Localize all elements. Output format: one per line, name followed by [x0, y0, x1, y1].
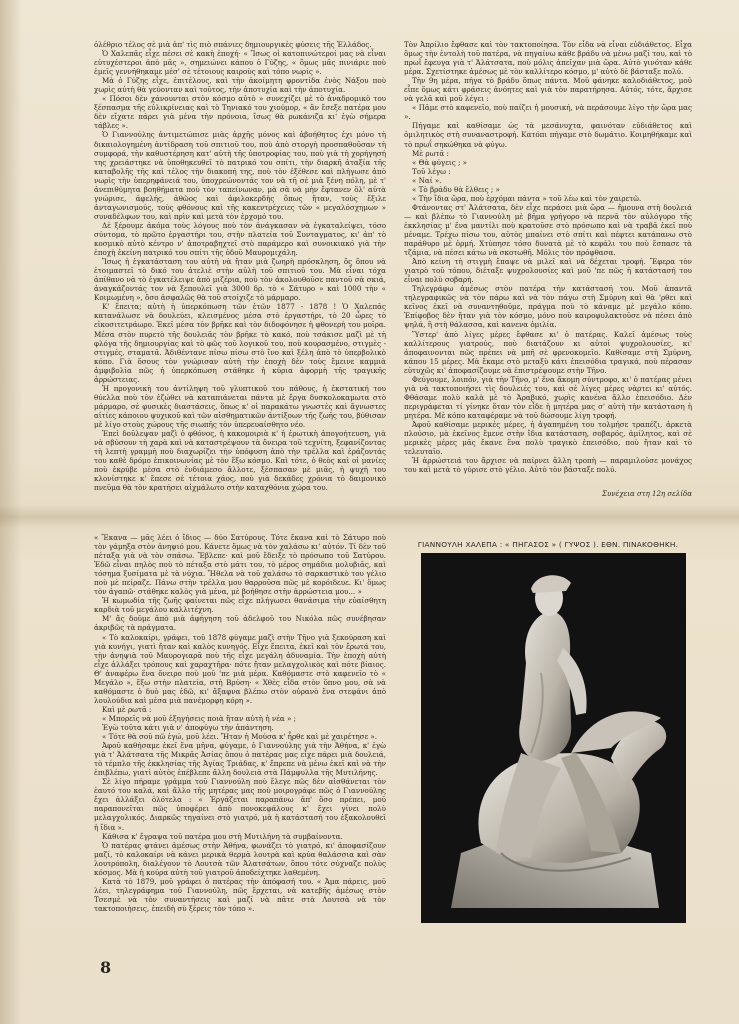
left-top-paragraph: ὀλέθριο τέλος σὲ μιὰ ἀπ' τὶς πιὸ σπάνιες δημιουργικὲς φύσεις τῆς Ἑλλάδος.	[94, 40, 372, 49]
right-top-paragraph: Πήγαμε καὶ καθίσαμε ὡς τὰ μεσάνυχτα, φαινόταν εὐδιάθετος καὶ ὁμιλητικὸς στὴ συναναστροφή. Κατόπι πήγαμε στὸ δωμάτιο. Κοιμηθήκαμε καὶ τὸ πρωΐ σηκώθηκα νὰ φύγω.	[404, 121, 692, 149]
right-top-paragraph: Τὴν 9η μέρα, πήγα τὸ βράδυ ὅπως πάντα. Μοῦ φάνηκε καλοδιάθετος, μοῦ εἶπε ὅμως κάτι φράσεις ἀνόητες καὶ γιὰ τὸν παρατήρησα. Αὐτός, τότε, ἄρχισε νὰ γελᾶ καὶ μοῦ λέγει :	[404, 76, 692, 104]
left-top-paragraph: Ἐπεὶ δοῦλεψαν μαζὶ ὁ φθόνος, ἡ κακομοιριὰ κ' ἡ ἐρωτικὴ ἀπογοήτευση, γιὰ νὰ σβύσουν τὴ χαρὰ καὶ νὰ καταστρέψουν τὰ ὄνειρα τοῦ τεχνίτη, ξεφανίζοντας τὴ λεπτὴ γραμμὴ ποὺ διαχωρίζει τὴν ὑπόφυση ἀπὸ τὴν τρέλλα καὶ ἐράζοντάς του καθὲ δρόμο ἐπικοινωνίας μὲ τὸν ἔξω κόσμο. Καὶ τότε, ὁ θεὸς καὶ οἱ μανίες ποὺ ἐκρύβε μέσα στὸ ἐνδιάμεσο ἄλλοτε, ξέσπασαν μὲ μιᾶς, ἡ ψυχή του κλονίστηκε κ' ἔπεσε σὲ τέτοια χάος, ποὺ γιὰ δεκάδες χρόνια τὸ δαιμονικὸ πνεῦμα θὰ τὸν κρατήσει αἰχμάλωτο στὴν καταχθόνια χώρα του.	[94, 429, 386, 493]
left-bottom-paragraph: Σὲ λίγο πήραμε γράμμα τοῦ Γιαννούλη ποὺ ἔλεγε πῶς δὲν αἰσθάνεται τὸν ἑαυτό του καλά, καὶ ἄλλο τῆς μητέρας μας ποὺ μοιρογράφε πῶς ὁ Γιαννούλης ἔχει ἀλλάξει ὁλότελα : « Ἐργάζεται παραπάνω ἀπ' ὅσο πρέπει, μοῦ παραπονεῖται πῶς ὑποφέρει ἀπὸ πονοκεφάλους κ' ἔχει γίνει πολὺ μελαγχολικός. Διαρκῶς τηγαίνει στὸ γιατρό, μὰ ἡ κατάστασή του ἐξακολουθεῖ ἡ ἴδια ».	[94, 777, 386, 832]
left-column-bottom	[94, 533, 386, 943]
right-top-paragraph: « Πᾶμε στὸ καφενεῖο, ποὺ παίζει ἡ μουσική, νὰ περάσουμε λίγο τὴν ὥρα μας ».	[404, 103, 692, 122]
left-top-paragraph: Κ' ἔπειτα; αὐτὴ ἡ ὑπερκόπωση τῶν ἐτῶν 1877 - 1878 ! Ὁ Χαλεπᾶς κατανάλωσε νὰ δουλεύει, κλεισμένος μέσα στὸ ἐργαστήρι, τὸ 20 ὧρες τὸ εἰκοσιτετράωρο. Ἐκεῖ μέσα τὸν βρῆκε καὶ τὸν διδοφόνησε ἡ φθονερὴ του μοῖρα. Μέσα στὸν πυρετὸ τῆς δουλειᾶς τὸν βρῆκε τὸ κακό, ποὺ τσάκισε μαζὶ μὲ τὴ φλόγα τῆς δημιουργίας καὶ τὸ φῶς τοῦ λογικοῦ του, ποὺ κουρασμένο, στιγμὲς - στιγμές, σταματᾶ. Ἀδιθέντανε πίσω πίσω στὸ ἴνο καὶ ξέλη ἀπὸ τὸ ὑπερβολικὸ κόπο. Γιὰ ὅσους τὸν γνώρισαν αὐτὴ τὴν ἐποχὴ δὲν τοὺς ἔμεινε καμμιὰ ἀμφιβολία πῶς ἡ ὑπερκόπωση στάθηκε ἡ κύρια ἀφορμὴ τῆς τραγικῆς ἀρρώστειας.	[94, 302, 386, 384]
right-top-paragraph: Ἀπὸ κείνη τὴ στιγμὴ ἔπαψε νὰ μιλεῖ καὶ νὰ δέχεται τροφή. Ἔφερα τὸν γιατρὸ τοῦ τόπου, διέταξε ψυχρολουσίες καὶ μοῦ 'πε πῶς ἡ κατάστασή του εἶναι πολὺ σοβαρή.	[404, 257, 692, 285]
left-bottom-paragraph: Κάθισα κ' ἔγραψα τοῦ πατέρα μου στὴ Μυτιλήνη τὰ συμβαίνοντα.	[102, 831, 343, 841]
left-bottom-paragraph: Ὁ πατέρας φτάνει ἀμέσως στὴν Ἀθήνα, φωνάζει τὸ γιατρό, κι' ἀποφασίζουν μαζί, τὸ καλοκαίρι νὰ κάνει μερικὰ θερμὰ λουτρὰ καὶ κρύα θαλάσσια καὶ σὰν λουτρόπολη, διαλέγουν τὸ Λουτσὰ τῶν Ἀλατσάτων, ὅπου τότε σύχναζε πολὺς κόσμος. Μὰ ἡ κούρα αὐτὴ τοῦ γιατροῦ ἀποδείχτηκε λαθεμένη.	[94, 840, 386, 877]
right-top-paragraph: « Τὸ βράδυ θὰ ἔλθεις ; »	[412, 184, 500, 194]
right-top-paragraph: Ἡ ἀρρώστειά του ἄρχισε νὰ παίρνει ἄλλη τροπὴ — παραμιλοῦσε μονάχος του καὶ μετὰ τὸ γύρισε στὸ γέλιο. Αὐτὸ τὸν βάσταξε πολύ.	[404, 456, 692, 475]
pegasus-sculpture-image	[421, 553, 686, 923]
left-top-paragraph: Ὁ Χαλεπᾶς εἶχε πέσει σὲ κακὴ ἐποχή· « Ἴσως οἱ κατοπινώτεροί μας νὰ εἶναι εὐτυχέστεροι ἀπὸ μᾶς », σημειώνει κάπου ὁ Γύζης, « ὅμως μᾶς πινιάριε ποὺ ἐμεῖς γεννήθηκαμε μέσ' σὲ τέτοιους καιροὺς καὶ τόπο νωρίς ».	[94, 49, 386, 77]
continued-note: Συνέχεια στη 12η σελίδα	[602, 490, 692, 498]
right-top-paragraph: Ἀφοῦ καθίσαμε μερικὲς μέρες, ἡ ἀγαπημένη του τολμήσε τραπέζι, ἀρκετὰ πλούσιο, μὰ ἐκεῖνος ἔμενε στὴν ἴδια κατάσταση, σοβαρός, ἀμίλητος, καὶ σὲ μερικὲς μέρες μᾶς ἔκανε ἕνα πολὺ τραγικὸ ἐπεισόδιο, ποὺ ἤταν καὶ τὸ τελευταῖο.	[404, 419, 692, 457]
right-top-paragraph: « Θὰ φύγεις ; »	[412, 157, 468, 167]
left-top-paragraph: Ἡ προγονικὴ του ἀντίληψη τοῦ γλυπτικοῦ του πάθους, ἡ ἐκστατική του θύελλα ποὺ τὸν ἐζώθει νὰ καταπιάνεται πάντα μὲ ἔργα δυσκολοκαμωτα στὸ μάρμαρο, σὲ φυσικὲς διαστάσεις, ὅπως κ' οἱ παρακάτω γνωστὲς καὶ ἄγνωστες αἰτίες κάποιου ψυχικοῦ καὶ τῶν αἰσθηματικῶν ἀντίξοων τῆς ζωῆς του, βύθισαν μὲ λίγο στοὺς χώρους τῆς σιωπῆς τὸν ὑπερευαίσθητο νέο.	[94, 383, 386, 429]
left-column-top	[94, 40, 386, 510]
right-top-paragraph: Τὸν Ἀπρίλιο ἔφθασε καὶ τὸν τακτοποίησα. Τὸν εἶδα νὰ εἶναι εὐδιάθετος. Εἶχα ὅμως τὴν ἐντολὴ τοῦ πατέρα, νὰ πηγαίνω κάθε βράδυ νὰ μένω μαζί του, καὶ τὸ πρωΐ ἔφευγα γιὰ τ' Ἀλάτσατα, ποὺ μόλις ἀπεῖχαν μιὰ ὥρα. Αὐτὸ γινόταν κάθε μέρα. Σχετίστηκε ἀμέσως μὲ τὸν καλλίτερο κόσμο, μ' αὐτὸ δὲ βάσταξε πολύ.	[404, 40, 692, 77]
left-bottom-paragraph: Καὶ μὲ ρωτᾶ :	[102, 704, 152, 714]
right-column-top	[404, 40, 692, 490]
left-top-paragraph: Δὲ ξέρουμε ἀκόμα τοὺς λόγους ποὺ τὸν ἀνάγκασαν νὰ ἐγκαταλείψει, τόσο σύντομα, τὸ πρῶτο ἐργαστήρι του, στὴν πλατεία τοῦ Συνταγματος, κι' ἀπ' τὸ κοσμικὸ αὐτὸ κέντρο ν' ἀποτραβηχτεῖ στὸ παράμερο καὶ συνοικιακό γιὰ τὴν ἐποχὴ ἐκείνη πατρικό του σπίτι τῆς ὁδοῦ Μαυρομιχάλη.	[94, 220, 386, 258]
right-top-paragraph: Μὲ ρωτᾶ :	[412, 148, 449, 158]
left-bottom-paragraph: « Τότε θὰ σοῦ πῶ ἐγώ, μοῦ λέει. Ἤταν ἡ Μούσα κ' ἦρθε καὶ μὲ χαιρέτησε ».	[102, 732, 378, 742]
page-number: 8	[100, 958, 112, 977]
left-bottom-paragraph: « Τὸ καλοκαίρι, γράφει, τοῦ 1878 φύγαμε μαζὶ στὴν Τῆνο γιὰ ξεκούραση καὶ γιὰ κυνήγι, γιατὶ ἤταν καὶ καλὸς κυνηγός. Εἶχε ἔπειτα, ἐκεῖ καὶ τὸν ἔρωτά του, τὴν ἀνηψιὰ τοῦ Μαυρογιαρᾶ ποὺ τῆς εἶχε μεγάλη ἀδυναμία. Τὴν ἐποχὴ αὐτὴ εἶχε ἀλλάξει τρόπους καὶ χαραχτῆρα· πότε ἤταν μελαγχολικὸς καὶ πότε βίαιος. Θ' ἀναφέρω ἕνα ὄνειρο ποὺ μοῦ 'πε μιὰ μέρα. Καθόμαστε στὸ καφενεῖο τὸ « Μεγάλο », ἔξω στὴν πλατεία, στὴ Βρύση· « Χθὲς εἶδα στὸν ὕπνο μου, σὰ νὰ καθόμαστε ὁ δυὸ μας ἐδῶ, κι' ἄξαφνα βλέπω στὸν οὐρανὸ ἕνα στεφάνι ἀπὸ λουλούδια καὶ μέσα μιὰ πανέμορφη κόρη ».	[94, 632, 386, 705]
right-top-paragraph: Ὕστερ' ἀπὸ λίγες μέρες ἔφθασε κι' ὁ πατέρας. Καλεῖ ἀμέσως τοὺς καλλίτερους γιατρούς, ποὺ διατάζουν κι αὐτοὶ ψυχρολουσίες, κι' ἀποφαινονται πῶς πρέπει νὰ μπῆ σὲ φρενοκομεῖο. Καθίσαμε στὴ Σμύρνη, κάπου 15 μέρες. Μὰ ἔκαμε στὸ μεταξὺ κάτι ἐπεισόδια τραγικά, ποὺ πέρασαν εὐτυχῶς κι' ἀποφασίζουμε νὰ ἐπιστρέψουμε στὴν Τῆνο.	[404, 329, 692, 375]
left-bottom-paragraph: Ἀφοῦ καθήσαμε ἐκεῖ ἕνα μῆνα, φύγαμε, ὁ Γιαννούλης γιὰ τὴν Ἀθήνα, κ' ἐγὼ γιὰ τ' Ἀλάτσατα τῆς Μικρᾶς Ἀσίας ὅπου ὁ πατέρας μας εἶχε πάρει μιὰ δουλειά, τὸ τέμπλο τῆς ἐκκλησίας τῆς Ἁγίας Τριάδας, κ' ἔπρεπε νὰ μένω ἐκεῖ καὶ νὰ τὴν ἐπιβλέπω, γιατὶ αὐτὸς ἐπέβλεπε ἄλλη δουλειὰ στὰ Πάμφυλλα τῆς Μυτιλήνης.	[94, 741, 386, 778]
right-top-paragraph: Φεύγουμε, λοιπόν, γιὰ τὴν Τῆνο, μ' ἕνα ἄκομη σύντροφο, κι' ὁ πατέρας μένει γιὰ νὰ τακτοποιήσει τὶς δουλειές του, καὶ σὲ λίγες μέρες νὰρτει κι' αὐτός. Φθάσαμε πολὺ καλὰ μὲ τὸ Ἀραβικό, χωρὶς κανένα ἄλλο ἐπεισόδιο. Δὲν περιγράφεται τί γίνηκε ὅταν τὸν εἶδε ἡ μητέρα μας σ' αὐτὴ τὴν κατάσταση ἡ μητέρα. Μὲ κόπο καταφέραμε νὰ τοῦ δώσουμε λίγη τροφή.	[404, 374, 692, 420]
figure-caption: ΓΙΑΝΝΟΥΛΗ ΧΑΛΕΠΑ : « ΠΗΓΑΣΟΣ » ( ΓΥΨΟΣ ). ΕΘΝ. ΠΙΝΑΚΟΘΗΚΗ.	[417, 540, 679, 549]
right-top-paragraph: Τοῦ λέγω :	[412, 166, 451, 176]
left-bottom-paragraph: Κατὰ τὸ 1879, μοῦ γράφει ὁ πατέρας τὴν ἀπόφασή του. « Ἀμα πάρεις, μοῦ λέει, τηλεγράφημα τοῦ Γιαννούλη, πῶς ἔρχεται, νὰ κατεβῆς ἀμέσως στὸν Τσεσμὲ νὰ τὸν συναντήσεις καὶ μαζί νὰ πᾶτε στὰ Λουτσὰ νὰ τὸν τακτοποιήσεις, ἐπειδὴ σὺ ξέρεις τὸν τόπο ».	[94, 876, 386, 913]
left-bottom-paragraph: Ἡ κωμωδία τῆς ζωῆς φαίνεται πῶς εἶχε πλήγωσει θανάσιμα τὴν εὐαίσθητη καρδιὰ τοῦ μεγάλου καλλιτέχνη.	[94, 596, 386, 615]
right-top-paragraph: Τηλεγράφω ἀμέσως στὸν πατέρα τὴν κατάστασή του. Μοῦ ἀπαντᾶ τηλεγραφικῶς νὰ τὸν πάρω καὶ νὰ τὸν πάγω στὴ Σμύρνη καὶ θὰ 'ρθει καὶ κεῖνος ἐκεῖ νὰ συναντηθοῦμε, πράγμα ποὺ τὸ κάναμε μὲ μεγάλο κόπο. Ἐπίφοβος δὲν ἤταν γιὰ τὸν κόσμο, μόνο ποὺ καιροφυλακτοῦσε νὰ πέσει ἀπὸ ψηλά, ἢ στὴ θάλασσα, καὶ κανενα ὁμιλία.	[404, 284, 692, 330]
left-top-paragraph: Ἴσως ἡ ἐγκατάσταση του αὐτὴ νὰ ἤταν μιὰ ζωηρὴ πρόσκληση, ὅς ὅπου νὰ ἑτοιμαστεῖ τὸ δικό του ἀτελιὲ στὴν αὐλὴ τοῦ σπιτιοῦ του. Μὰ εἶναι τόχα ἀπίθανο νὰ τὸ ἐγκατέλειψε ἀπὸ μιζέρια, ποὺ τὸν ἀκολουθοῦσε παντοῦ σὰ σκιά, ἀναγκάζοντάς τον νὰ ξεπουλεῖ γιὰ 3000 δρ. τὸ « Σάτυρο » καὶ 1000 τὴν « Κοιμωμένη », ὅσο ἀσφαλῶς θὰ τοῦ στοίχιζε τὸ μάρμαρο.	[94, 257, 386, 303]
left-top-paragraph: « Πόσοι δὲν χάνουνται στὸν κόσμο αὐτὸ » συνεχίζει μὲ τὸ ἀναδρομικὸ του ξέσπασμα τῆς εὐλικρίνειας καὶ τὸ Τηνιακό του χιούμορ, « ἂν ἔσεξε πατέρα μου δὲν εἴχατε πάρει γιὰ μένα τὴν πρόνοια, ἴσως θὰ ρωκάνιζα κι' ἐγὼ σήμερα τάβλες ».	[94, 94, 386, 131]
right-top-paragraph: « Ναί ».	[412, 175, 442, 185]
left-top-paragraph: Ὁ Γιαννούλης ἀντιμετώπισε μιὰς ἀρχῆς μόνος καὶ ἀβοήθητος ἐχι μόνο τὴ δικαιολογημένη ἀντίδραση τοῦ σπιτιοῦ του, ποὺ ἀπὸ στοργὴ προσπαθοῦσαν τὴ συμφορά, τὴν καθυστέρηση κατ' αὐτὴ τῆς ὑποτροφίας του, ποὺ γιὰ τὴ χορήγησή της χρειάστηκε νὰ ὑποθηκευθεῖ τὸ πατρικό του σπίτι, τὴν διαρκῆ ἀταξία τῆς καταβολῆς τῆς καὶ τέλος τὴν διακοπή της, ποὺ τὸν ἐξέθεσε καὶ πλήγωσε ἀπὸ νωρὶς τὴν ὑπερηφάνειά του, ὑποχρεώνοντάς τον νὰ τῆ σὲ μιὰ ξένη πόλη, μὲ τ' ἀνεπιθύμητα βοηθήματα ποὺ τὸν ταπείνωναν, μὰ σὰ νὰ μὴν ἔφτανεν ὅλ' αὐτὰ γνώρισε, ἀφελής, ἀθῶος καὶ ἀφιλοκερδὴς ὅπως ἤταν, τοὺς ἔξιλε ἀνταγωνισμούς, τοὺς φθόνους καὶ τῆς κακεντρέχειες τῶν « μεγαλόσχημων » συναδέλφων του, καὶ πρὶν καὶ μετὰ τὸν ἐρχομό του.	[94, 130, 386, 221]
left-bottom-paragraph: Μ' ἄς δοῦμε ἀπὸ μιὰ ἀφήγηση τοῦ ἀδελφοῦ του Νικόλα πῶς συνέβησαν ἀκριβῶς τὰ πράγματα.	[94, 614, 386, 633]
right-top-paragraph: « Τὴν ἴδια ὥρα, ποὺ ἐρχόμαι πάντα » τοῦ λέω καὶ τὸν χαιρετῶ.	[412, 193, 642, 203]
left-bottom-paragraph: Ἐγὼ τοῦτα κάτι γιὰ ν' ἀποφύγω τὴν ἀπάντηση.	[102, 722, 274, 732]
left-top-paragraph: Μὰ ὁ Γύζης εἶχε, ἐπιτέλους, καὶ τὴν ἀκοίμητη φροντίδα ἐνὸς Νάξου ποὺ χωρὶς αὐτὴ θὰ γεύονταν καὶ τοῦτος, τὴν ἀποτυχία καὶ τὴν ἀποτυχία.	[94, 76, 386, 95]
left-bottom-paragraph: « Ἔκανα — μᾶς λέει ὁ ἴδιος — δύο Σατύρους. Τότε ἔκανα καὶ τὸ Σάτυρο ποὺ τὸν γάμηξα στὸν ἀνηψιό μου. Κάνετε ὅμως νὰ τὸν χαλάσω κι' αὐτόν. Τί δὲν τοῦ πέταξα γιὰ νὰ τὸν σπάσω. Ἔβλεπε· καὶ μοῦ ἔδειξε τὸ πρόσωπο τοῦ Σατύρου. Ἐδῶ εἶναι πηλὸς ποὺ τὸ πέταξα στὸ μάτι του, τὸ μέρος σημάδια μολυβιᾶς, καὶ τόσημα ξυσίματα μὲ τὰ νύχια. Ἤθελα νὰ τοῦ χαλάσω τὸ σαρκαστικὸ του γέλιο ποὺ μὲ πείραζε. Πάνω στὴν τρέλλα μου θαρροῦσα πῶς μὲ κορόιδευε. Κι' ὅμως τὸν ἀγαπῶ· στάθηκε καλὸς γιὰ μένα, μὲ βοήθησε στὴν ἀρρώστεια μου... »	[94, 533, 386, 597]
right-top-paragraph: Φτάνοντας στ' Ἀλάτσατα, δὲν εἶχε περάσει μιὰ ὥρα — ἤμουνα στὴ δουλειά — καὶ βλέπω τὸ Γιαννούλη μὲ βῆμα γρήγορο νὰ περνᾶ τὸν αὐλόγυρο τῆς ἐκκλησίας μ' ἕνα μαντίλι ποὺ κρατοῦσε στὸ πρόσωπο καὶ νὰ τραβᾶ ἐκεῖ ποὺ μέναμε. Τρέχω πίσω του, αὐτὸς μπαίνει στὸ σπίτι καὶ πέφτει κατάπανω στὸ παράθυρο μὲ ὁρμή. Χτύπησε τόσο δυνατὰ μὲ τὸ κεφάλι του ποὺ ἔσπασε τὰ τζάμια, νὰ πέσει κάτω νὰ σκοτωθῆ. Μόλις τὸν πρόφθασα.	[404, 202, 692, 258]
sculpture-photo	[421, 553, 686, 923]
left-bottom-paragraph: « Μπορεῖς νὰ μοῦ ἐξηγήσεις ποιὰ ἤταν αὐτὴ ἡ νέα » ;	[102, 713, 297, 723]
